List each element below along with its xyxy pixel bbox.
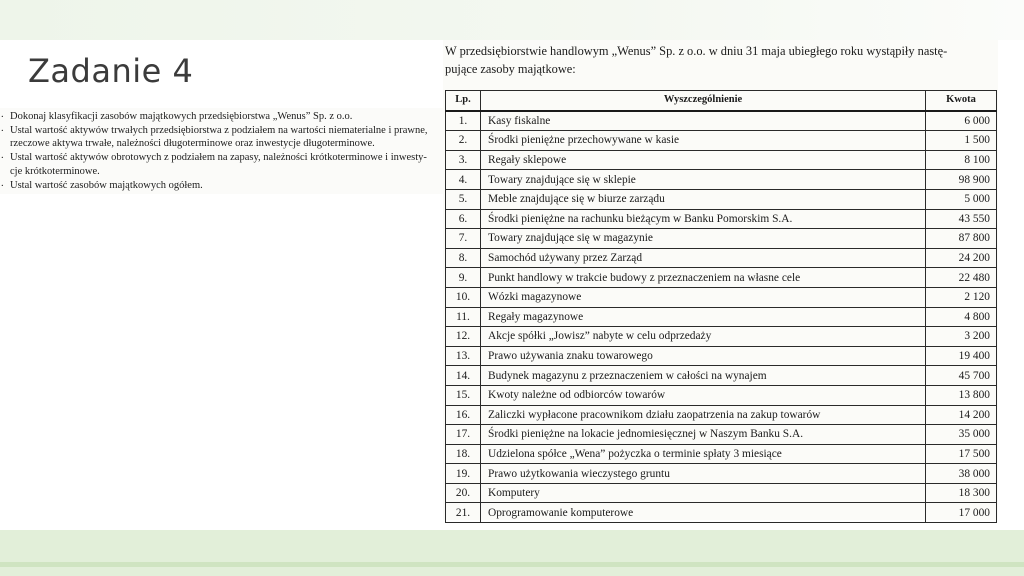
cell-name: Komputery [481,483,926,503]
cell-amount: 38 000 [926,464,997,484]
task-text-continued: rzeczowe aktywa trwałe, należności długoterminowe oraz inwestycje długoterminowe. [10,138,375,150]
cell-amount: 5 000 [926,189,997,209]
task-text: Dokonaj klasyfikacji zasobów majątkowych przedsiębiorstwa „Wenus” Sp. z o.o. [10,111,353,122]
table-row [446,111,997,131]
cell-amount: 87 800 [926,229,997,249]
task-text: Ustal wartość zasobów majątkowych ogółem. [10,179,203,191]
assets-table [445,90,997,523]
cell-amount: 17 500 [926,444,997,464]
table-row [446,209,997,229]
intro-line: pujące zasoby majątkowe: [445,62,576,76]
cell-lp: 6. [446,209,481,229]
table-row [446,366,997,386]
table-row [446,189,997,209]
table-row [446,385,997,405]
table-row [446,287,997,307]
table-row [446,150,997,170]
cell-amount: 4 800 [926,307,997,327]
cell-name: Kwoty należne od odbiorców towarów [481,385,926,405]
cell-amount: 22 480 [926,268,997,288]
cell-name: Środki pieniężne na rachunku bieżącym w Banku Pomorskim S.A. [481,209,926,229]
cell-lp: 18. [446,444,481,464]
cell-amount: 17 000 [926,503,997,523]
bottom-decorative-stripe [0,562,1024,567]
table-row [446,327,997,347]
header-lp: Lp. [446,91,481,111]
cell-name: Regały magazynowe [481,307,926,327]
task-item [0,151,448,178]
cell-name: Punkt handlowy w trakcie budowy z przeznaczeniem na własne cele [481,268,926,288]
cell-amount: 45 700 [926,366,997,386]
cell-lp: 14. [446,366,481,386]
cell-name: Prawo używania znaku towarowego [481,346,926,366]
cell-amount: 19 400 [926,346,997,366]
cell-amount: 14 200 [926,405,997,425]
cell-name: Udzielona spółce „Wena” pożyczka o terminie spłaty 3 miesiące [481,444,926,464]
intro-line: W przedsiębiorstwie handlowym „Wenus” Sp. z o.o. w dniu 31 maja ubiegłego roku wystąpiły nastę- [445,44,948,58]
cell-amount: 8 100 [926,150,997,170]
task-item [0,110,448,124]
task-list-image [0,108,448,194]
cell-amount: 43 550 [926,209,997,229]
table-row [446,503,997,523]
cell-name: Budynek magazynu z przeznaczeniem w całości na wynajem [481,366,926,386]
cell-amount: 2 120 [926,287,997,307]
cell-lp: 8. [446,248,481,268]
task-text: . Ustal wartość aktywów obrotowych z podziałem na zapasy, należności krótkoterminowe i inwesty- [10,152,427,164]
cell-name: Kasy fiskalne [481,111,926,131]
task-text: . Ustal wartość aktywów trwałych przedsiębiorstwa z podziałem na wartości niematerialne i prawne, [10,124,428,136]
cell-amount: 35 000 [926,425,997,445]
cell-name: Zaliczki wypłacone pracownikom działu zaopatrzenia na zakup towarów [481,405,926,425]
cell-lp: 2. [446,131,481,151]
task-item [0,179,448,193]
table-row [446,248,997,268]
cell-amount: 3 200 [926,327,997,347]
cell-lp: 20. [446,483,481,503]
cell-name: Środki pieniężne na lokacie jednomiesięcznej w Naszym Banku S.A. [481,425,926,445]
cell-name: Oprogramowanie komputerowe [481,503,926,523]
intro-text [445,42,997,78]
cell-lp: 16. [446,405,481,425]
cell-lp: 21. [446,503,481,523]
cell-lp: 12. [446,327,481,347]
cell-name: Towary znajdujące się w magazynie [481,229,926,249]
task-text-continued: cje krótkoterminowe. [10,165,100,177]
header-name: Wyszczególnienie [481,91,926,111]
cell-amount: 1 500 [926,131,997,151]
task-item [0,124,448,151]
cell-lp: 13. [446,346,481,366]
table-row [446,444,997,464]
cell-name: Wózki magazynowe [481,287,926,307]
slide-title: Zadanie 4 [28,52,194,90]
cell-lp: 11. [446,307,481,327]
table-row [446,405,997,425]
bottom-decorative-band [0,530,1024,576]
top-decorative-band [0,0,1024,40]
table-row [446,268,997,288]
cell-amount: 24 200 [926,248,997,268]
cell-lp: 15. [446,385,481,405]
table-row [446,131,997,151]
cell-amount: 6 000 [926,111,997,131]
cell-name: Środki pieniężne przechowywane w kasie [481,131,926,151]
cell-name: Meble znajdujące się w biurze zarządu [481,189,926,209]
table-row [446,425,997,445]
cell-lp: 17. [446,425,481,445]
cell-name: Regały sklepowe [481,150,926,170]
table-row [446,483,997,503]
cell-lp: 19. [446,464,481,484]
cell-lp: 5. [446,189,481,209]
cell-amount: 18 300 [926,483,997,503]
cell-lp: 3. [446,150,481,170]
table-row [446,229,997,249]
cell-lp: 9. [446,268,481,288]
cell-lp: 4. [446,170,481,190]
table-row [446,346,997,366]
cell-name: Prawo użytkowania wieczystego gruntu [481,464,926,484]
cell-name: Towary znajdujące się w sklepie [481,170,926,190]
cell-lp: 10. [446,287,481,307]
table-header-row [446,91,997,111]
cell-lp: 7. [446,229,481,249]
table-row [446,170,997,190]
cell-amount: 13 800 [926,385,997,405]
cell-amount: 98 900 [926,170,997,190]
table-row [446,307,997,327]
cell-name: Akcje spółki „Jowisz” nabyte w celu odprzedaży [481,327,926,347]
header-amount: Kwota [926,91,997,111]
cell-name: Samochód używany przez Zarząd [481,248,926,268]
cell-lp: 1. [446,111,481,131]
table-row [446,464,997,484]
scanned-table-image [443,40,998,520]
